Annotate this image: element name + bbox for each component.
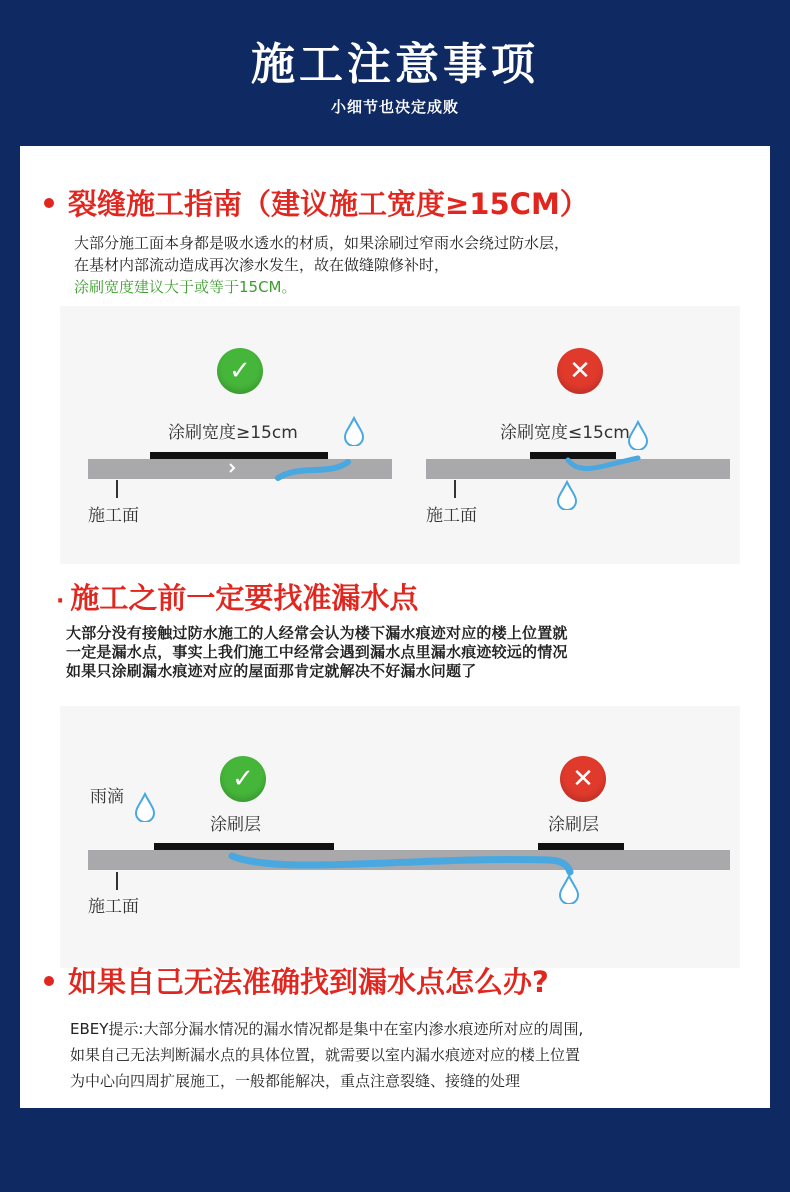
section1-heading bbox=[44, 182, 589, 223]
bullet-dot-icon bbox=[44, 976, 54, 986]
leak-diagram bbox=[60, 706, 740, 968]
section2-line2: 一定是漏水点，事实上我们施工中经常会遇到漏水点里漏水痕迹较远的情况 bbox=[66, 643, 568, 661]
section2-heading bbox=[56, 576, 418, 617]
bad-width-label: 涂刷宽度≤15cm bbox=[500, 423, 630, 443]
surface-label: 施工面 bbox=[88, 897, 139, 917]
section3-line2: 如果自己无法判断漏水点的具体位置，就需要以室内漏水痕迹对应的楼上位置 bbox=[70, 1046, 581, 1064]
good-coating-label: 涂刷层 bbox=[210, 815, 261, 835]
check-icon: ✓ bbox=[220, 756, 266, 802]
section3-heading-text: 如果自己无法准确找到漏水点怎么办? bbox=[68, 965, 549, 999]
page-subtitle: 小细节也决定成败 bbox=[330, 98, 459, 116]
surface-pointer-right bbox=[454, 480, 456, 498]
section1-line2: 在基材内部流动造成再次渗水发生，故在做缝隙修补时， bbox=[74, 256, 450, 274]
water-drop-icon bbox=[134, 792, 156, 822]
check-icon: ✓ bbox=[217, 348, 263, 394]
surface-pointer bbox=[116, 872, 118, 890]
surface-label-left: 施工面 bbox=[88, 506, 139, 526]
section2-line1: 大部分没有接触过防水施工的人经常会认为楼下漏水痕迹对应的楼上位置就 bbox=[66, 624, 568, 642]
section3-heading bbox=[44, 960, 549, 1001]
section1-line1: 大部分施工面本身都是吸水透水的材质，如果涂刷过窄雨水会绕过防水层， bbox=[74, 234, 570, 252]
water-drop-icon bbox=[627, 420, 649, 450]
surface-label-right: 施工面 bbox=[426, 506, 477, 526]
good-width-label: 涂刷宽度≥15cm bbox=[168, 423, 298, 443]
surface-pointer-left bbox=[116, 480, 118, 498]
cross-icon: ✕ bbox=[560, 756, 606, 802]
section3-line1: EBEY提示:大部分漏水情况的漏水情况都是集中在室内渗水痕迹所对应的周围, bbox=[70, 1020, 584, 1038]
page-title: 施工注意事项 bbox=[251, 39, 539, 90]
water-drop-icon bbox=[558, 874, 580, 904]
water-drop-icon bbox=[556, 480, 578, 510]
bad-coating-label: 涂刷层 bbox=[548, 815, 599, 835]
section3-paragraph bbox=[70, 1016, 583, 1094]
section3-line3: 为中心向四周扩展施工，一般都能解决，重点注意裂缝、接缝的处理 bbox=[70, 1072, 521, 1090]
section1-line3: 涂刷宽度建议大于或等于15CM。 bbox=[74, 278, 297, 296]
rain-label: 雨滴 bbox=[90, 787, 124, 807]
section2-heading-text: 施工之前一定要找准漏水点 bbox=[70, 581, 419, 615]
section1-paragraph bbox=[74, 232, 569, 298]
bullet-dot-icon: · bbox=[56, 589, 65, 614]
width-diagram bbox=[60, 306, 740, 564]
cross-icon: ✕ bbox=[557, 348, 603, 394]
bullet-dot-icon bbox=[44, 198, 54, 208]
water-drop-icon bbox=[343, 416, 365, 446]
content-panel bbox=[20, 146, 770, 1108]
section1-heading-text: 裂缝施工指南（建议施工宽度≥15CM） bbox=[68, 187, 589, 221]
water-flow-long bbox=[220, 846, 580, 886]
section2-line3: 如果只涂刷漏水痕迹对应的屋面那肯定就解决不好漏水问题了 bbox=[66, 662, 477, 680]
section2-paragraph bbox=[66, 624, 568, 681]
